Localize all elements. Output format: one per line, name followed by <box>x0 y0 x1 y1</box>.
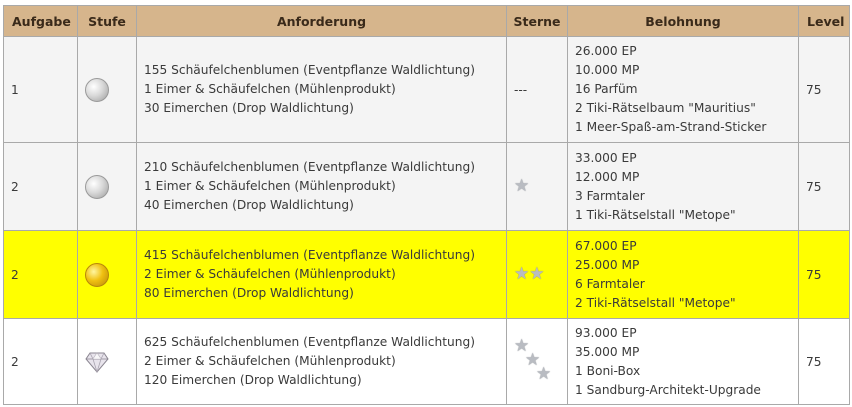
level-cell: 75 <box>799 37 850 143</box>
requirement-line: 40 Eimerchen (Drop Waldlichtung) <box>144 198 354 212</box>
reward-line: 25.000 MP <box>575 257 640 272</box>
requirement-line: 1 Eimer & Schäufelchen (Mühlenprodukt) <box>144 82 396 96</box>
reward-line: 2 Tiki-Rätselstall "Metope" <box>575 295 736 310</box>
three-stars <box>514 332 554 388</box>
table-row <box>4 319 850 405</box>
quest-table-container <box>3 5 850 405</box>
star-icon: ★ <box>525 350 541 370</box>
star-icon: ★ <box>536 364 552 384</box>
reward-cell <box>568 37 799 143</box>
gold-coin-icon <box>85 263 109 287</box>
star-icon: ★ <box>514 264 530 284</box>
task-cell: 2 <box>4 319 78 405</box>
requirement-line: 155 Schäufelchenblumen (Eventpflanze Waldlichtung) <box>144 63 475 77</box>
star-icon: ★ <box>514 176 530 196</box>
reward-cell <box>568 143 799 231</box>
reward-line: 10.000 MP <box>575 63 640 77</box>
reward-line: 35.000 MP <box>575 344 640 359</box>
reward-cell <box>568 231 799 319</box>
level-cell: 75 <box>799 143 850 231</box>
requirement-cell <box>137 231 507 319</box>
diamond-icon <box>85 351 109 373</box>
level-cell: 75 <box>799 231 850 319</box>
reward-line: 3 Farmtaler <box>575 188 645 203</box>
reward-line: 2 Tiki-Rätselbaum "Mauritius" <box>575 101 756 115</box>
star-icon: ★ <box>514 336 530 356</box>
tier-cell <box>78 143 137 231</box>
reward-line: 6 Farmtaler <box>575 276 645 291</box>
header-task: Aufgabe <box>4 6 78 37</box>
task-cell: 2 <box>4 143 78 231</box>
reward-line: 26.000 EP <box>575 44 637 58</box>
header-stars: Sterne <box>507 6 568 37</box>
requirement-line: 1 Eimer & Schäufelchen (Mühlenprodukt) <box>144 179 396 193</box>
requirement-line: 210 Schäufelchenblumen (Eventpflanze Waldlichtung) <box>144 160 475 174</box>
reward-line: 1 Meer-Spaß-am-Strand-Sticker <box>575 120 767 134</box>
reward-line: 67.000 EP <box>575 238 637 253</box>
header-requirement: Anforderung <box>137 6 507 37</box>
reward-line: 1 Tiki-Rätselstall "Metope" <box>575 207 736 222</box>
header-level: Level <box>799 6 850 37</box>
reward-line: 33.000 EP <box>575 150 637 165</box>
requirement-line: 80 Eimerchen (Drop Waldlichtung) <box>144 286 354 300</box>
quest-table <box>3 5 850 405</box>
tier-cell <box>78 319 137 405</box>
silver-coin-icon <box>85 175 109 199</box>
tier-cell <box>78 37 137 143</box>
stars-cell <box>507 143 568 231</box>
no-stars-text: --- <box>514 82 528 97</box>
reward-line: 93.000 EP <box>575 325 637 340</box>
requirement-line: 30 Eimerchen (Drop Waldlichtung) <box>144 101 354 115</box>
requirement-cell <box>137 319 507 405</box>
requirement-line: 415 Schäufelchenblumen (Eventpflanze Waldlichtung) <box>144 248 475 262</box>
reward-line: 12.000 MP <box>575 169 640 184</box>
table-row <box>4 37 850 143</box>
reward-line: 1 Sandburg-Architekt-Upgrade <box>575 382 761 397</box>
table-row <box>4 143 850 231</box>
requirement-line: 625 Schäufelchenblumen (Eventpflanze Waldlichtung) <box>144 335 475 349</box>
reward-cell <box>568 319 799 405</box>
stars-cell <box>507 37 568 143</box>
header-reward: Belohnung <box>568 6 799 37</box>
requirement-line: 2 Eimer & Schäufelchen (Mühlenprodukt) <box>144 267 396 281</box>
requirement-cell <box>137 143 507 231</box>
reward-line: 1 Boni-Box <box>575 363 641 378</box>
task-cell: 2 <box>4 231 78 319</box>
silver-coin-icon <box>85 78 109 102</box>
header-row <box>4 6 850 37</box>
star-icon: ★ <box>529 264 545 284</box>
stars-cell <box>507 231 568 319</box>
requirement-line: 120 Eimerchen (Drop Waldlichtung) <box>144 373 362 387</box>
requirement-cell <box>137 37 507 143</box>
stars-cell <box>507 319 568 405</box>
table-row-highlighted <box>4 231 850 319</box>
reward-line: 16 Parfüm <box>575 82 638 96</box>
task-cell: 1 <box>4 37 78 143</box>
level-cell: 75 <box>799 319 850 405</box>
header-tier: Stufe <box>78 6 137 37</box>
requirement-line: 2 Eimer & Schäufelchen (Mühlenprodukt) <box>144 354 396 368</box>
tier-cell <box>78 231 137 319</box>
